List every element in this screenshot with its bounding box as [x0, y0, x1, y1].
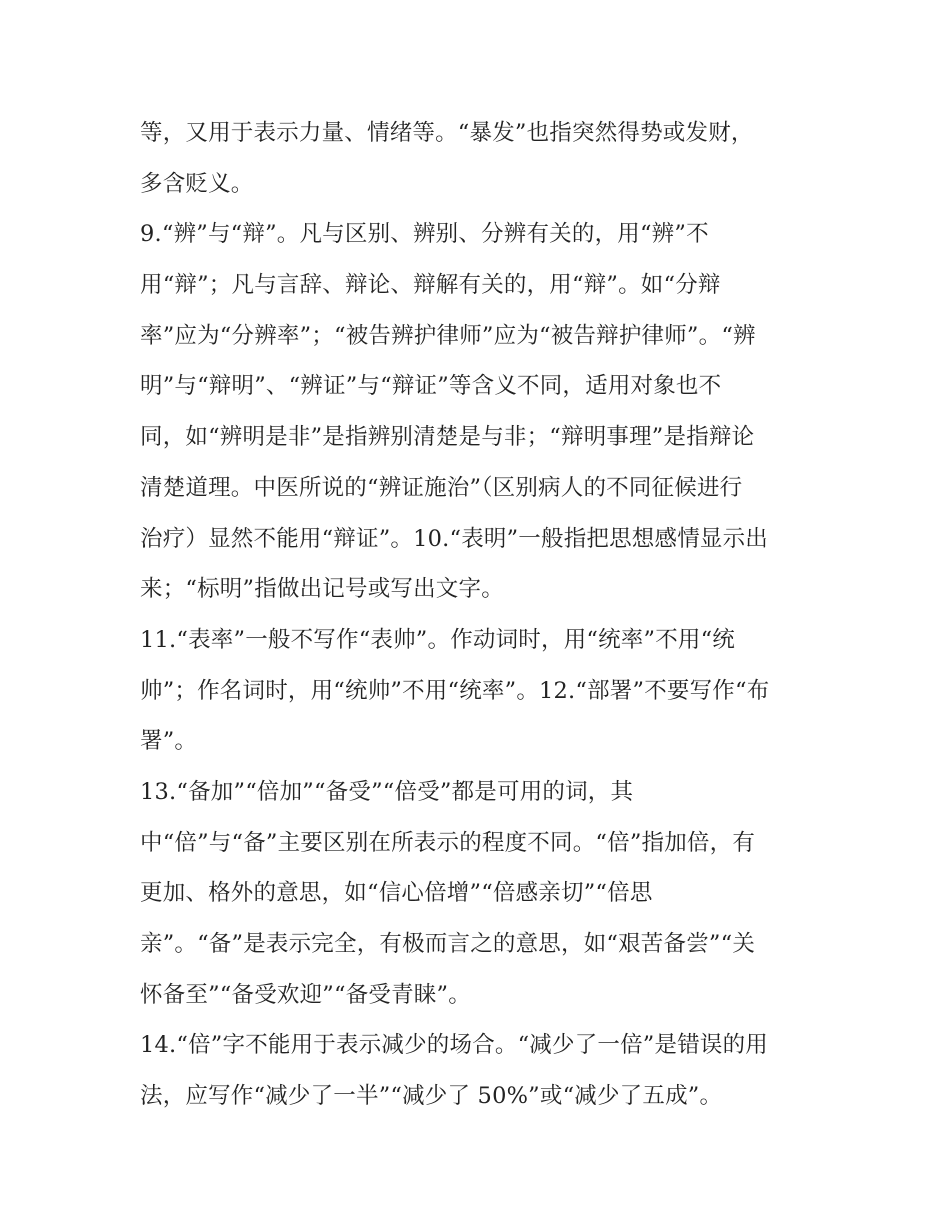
text-line-16: 更加、格外的意思，如“信心倍增”“倍感亲切”“倍思 — [140, 880, 653, 907]
document-text-body — [140, 108, 820, 1122]
text-line-1: 等，又用于表示力量、情绪等。“暴发”也指突然得势或发财， — [140, 120, 754, 146]
text-line-8: 清楚道理。中医所说的“辨证施治”（区别病人的不同征候进行 — [140, 474, 743, 501]
text-line-12: 帅”；作名词时，用“统帅”不用“统率”。12.“部署”不要写作“布 — [140, 677, 770, 704]
text-line-7: 同，如“辨明是非”是指辨别清楚是与非；“辩明事理”是指辩论 — [140, 424, 755, 451]
text-line-15: 中“倍”与“备”主要区别在所表示的程度不同。“倍”指加倍，有 — [140, 829, 756, 856]
text-line-6: 明”与“辩明”、“辨证”与“辩证”等含义不同，适用对象也不 — [140, 373, 722, 400]
text-line-9: 治疗）显然不能用“辩证”。10.“表明”一般指把思想感情显示出 — [140, 525, 768, 552]
text-line-4: 用“辩”；凡与言辞、辩论、辩解有关的，用“辩”。如“分辩 — [140, 272, 721, 299]
text-line-20: 法，应写作“减少了一半”“减少了 50%”或“减少了五成”。 — [140, 1083, 723, 1110]
text-line-17: 亲”。“备”是表示完全，有极而言之的意思，如“艰苦备尝”“关 — [140, 931, 756, 957]
text-line-10: 来；“标明”指做出记号或写出文字。 — [140, 576, 504, 603]
text-line-11: 11.“表率”一般不写作“表帅”。作动词时，用“统率”不用“统 — [140, 626, 736, 653]
text-line-13: 署”。 — [140, 728, 198, 755]
text-line-5: 率”应为“分辨率”；“被告辨护律师”应为“被告辩护律师”。“辨 — [140, 322, 756, 349]
text-line-19: 14.“倍”字不能用于表示减少的场合。“减少了一倍”是错误的用 — [140, 1032, 768, 1059]
text-line-14: 13.“备加”“倍加”“备受”“倍受”都是可用的词，其 — [140, 778, 634, 805]
text-line-18: 怀备至”“备受欢迎”“备受青睐”。 — [140, 981, 471, 1008]
text-line-3: 9.“辨”与“辩”。凡与区别、辨别、分辨有关的，用“辨”不 — [140, 221, 709, 248]
text-line-2: 多含贬义。 — [140, 170, 254, 197]
